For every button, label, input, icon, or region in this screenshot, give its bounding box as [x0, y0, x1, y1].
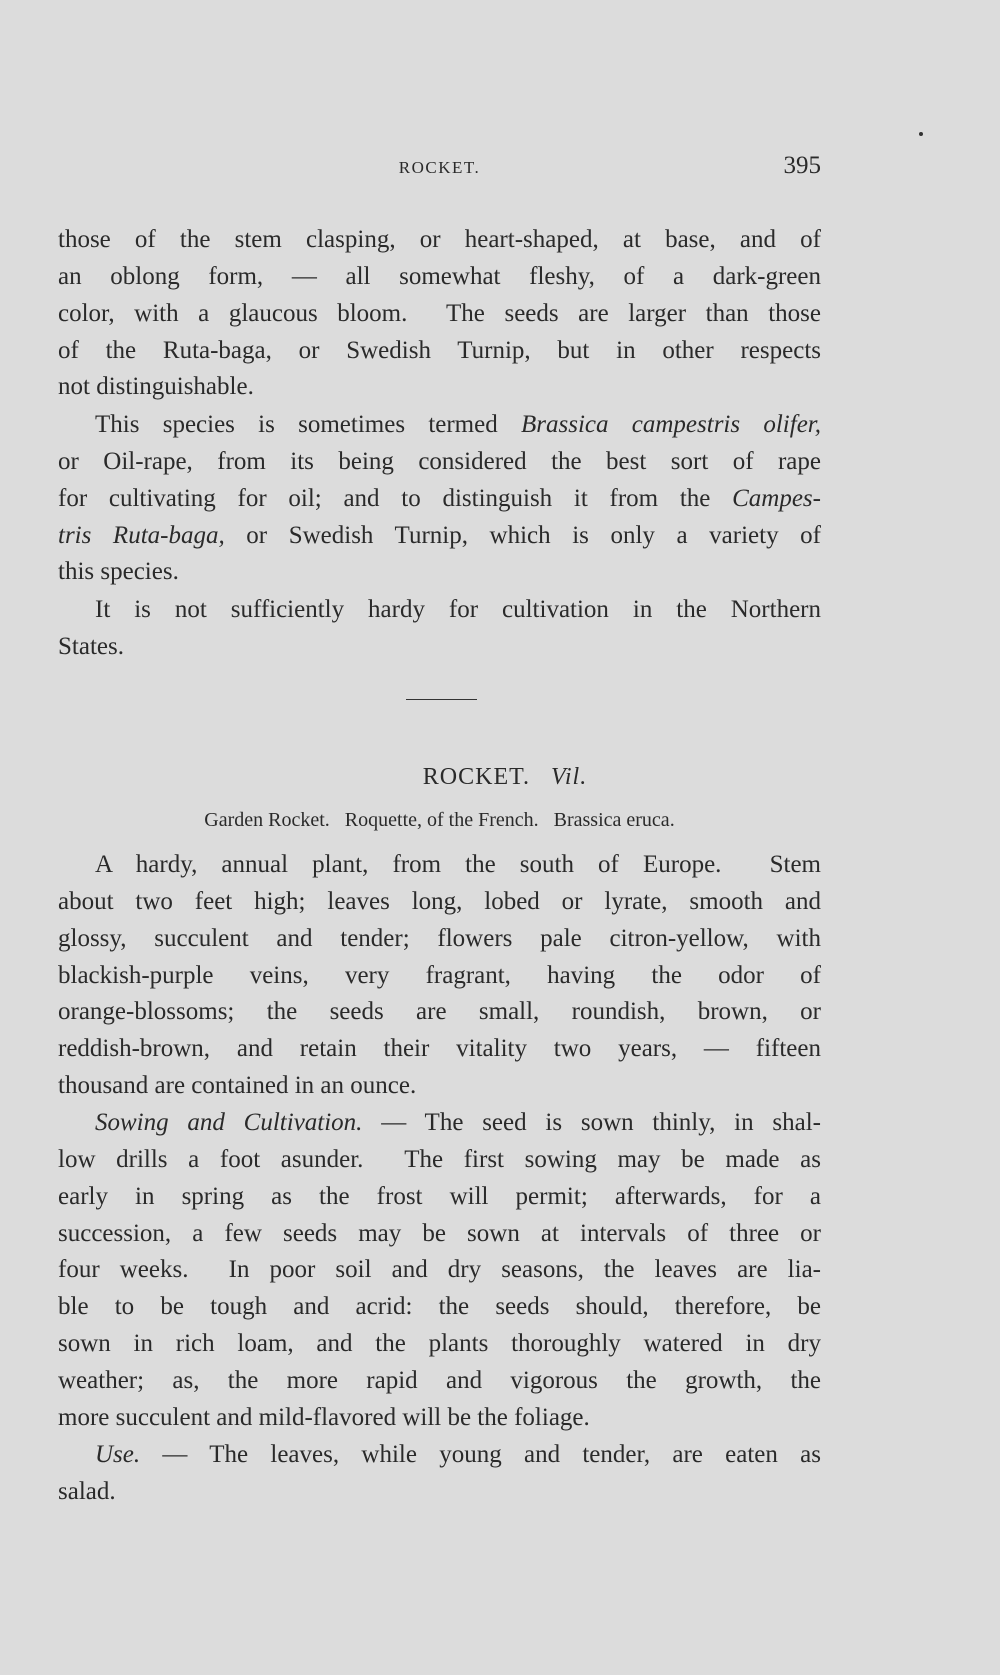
text-line — [58, 884, 821, 921]
italic-text: Campes- — [732, 484, 821, 512]
text-segment: not distinguishable. — [58, 373, 254, 401]
text-line — [58, 407, 821, 444]
text-line — [58, 1363, 821, 1400]
paragraph — [58, 222, 821, 406]
text-line — [58, 1400, 821, 1437]
text-segment: ble to be tough and acrid: the seeds should, therefore, be — [58, 1293, 821, 1321]
text-line — [58, 994, 821, 1031]
text-segment: about two feet high; leaves long, lobed or lyrate, smooth and — [58, 887, 821, 915]
text-line — [58, 592, 821, 629]
running-title: ROCKET. — [398, 158, 481, 177]
section-title-text: ROCKET. — [422, 764, 530, 790]
text-segment: those of the stem clasping, or heart-shaped, at base, and of — [58, 226, 821, 253]
text-segment: — The leaves, while young and tender, are eaten as — [140, 1441, 821, 1468]
text-segment: sown in rich loam, and the plants thoroughly watered in dry — [58, 1330, 821, 1358]
paragraph — [58, 1437, 821, 1511]
text-segment: It is not sufficiently hardy for cultivation in the Northern — [95, 596, 821, 623]
text-line — [58, 518, 821, 555]
text-segment: or Swedish Turnip, which is only a variety of — [224, 521, 821, 549]
text-segment: succession, a few seeds may be sown at intervals of three or — [58, 1219, 821, 1247]
italic-text: Use. — [95, 1441, 141, 1468]
text-segment: four weeks. In poor soil and dry seasons, the leaves are lia- — [58, 1256, 821, 1284]
section-title-abbrev: Vil. — [551, 764, 588, 790]
text-line — [58, 847, 821, 884]
text-line — [58, 1142, 821, 1179]
text-line — [58, 1326, 821, 1363]
page-number: 395 — [783, 152, 821, 179]
paragraph — [58, 592, 821, 666]
text-line — [58, 1068, 821, 1105]
text-segment: or Oil-rape, from its being considered the best sort of rape — [58, 447, 821, 475]
text-line — [58, 444, 821, 481]
specks — [919, 132, 923, 136]
text-line — [58, 222, 821, 259]
italic-text: Sowing and Cultivation. — [95, 1109, 363, 1136]
text-segment: States. — [58, 632, 124, 660]
section-divider — [406, 699, 477, 700]
text-segment: more succulent and mild-flavored will be the foliage. — [58, 1403, 590, 1431]
text-line — [58, 1437, 821, 1474]
text-line — [58, 481, 821, 518]
text-line — [58, 958, 821, 995]
text-segment: salad. — [58, 1477, 116, 1505]
paragraph — [58, 1105, 821, 1437]
text-line — [58, 1179, 821, 1216]
text-segment: an oblong form, — all somewhat fleshy, of a dark-green — [58, 262, 821, 290]
text-line — [58, 1252, 821, 1289]
text-segment: This species is sometimes termed — [95, 411, 521, 438]
paragraph — [58, 847, 821, 1105]
text-line — [58, 1289, 821, 1326]
text-segment: A hardy, annual plant, from the south of Europe. Stem — [95, 851, 821, 878]
text-line — [58, 296, 821, 333]
paragraph — [58, 407, 821, 591]
text-segment: blackish-purple veins, very fragrant, having the odor of — [58, 961, 821, 989]
text-line — [58, 369, 821, 406]
text-segment: weather; as, the more rapid and vigorous the growth, the — [58, 1366, 821, 1394]
text-segment: — The seed is sown thinly, in shal- — [362, 1109, 821, 1136]
text-segment: thousand are contained in an ounce. — [58, 1072, 417, 1100]
text-segment: reddish-brown, and retain their vitality two years, — fifteen — [58, 1035, 821, 1063]
text-line — [58, 1031, 821, 1068]
italic-text: Brassica campestris olifer, — [521, 411, 822, 438]
text-segment: of the Ruta-baga, or Swedish Turnip, but in other respects — [58, 336, 821, 364]
text-segment: low drills a foot asunder. The first sowing may be made as — [58, 1145, 821, 1173]
text-line — [58, 629, 821, 666]
text-segment: early in spring as the frost will permit; afterwards, for a — [58, 1182, 821, 1210]
text-line — [58, 1216, 821, 1253]
page-header — [58, 152, 821, 182]
italic-text: tris Ruta-baga, — [58, 521, 225, 549]
text-line — [58, 333, 821, 370]
text-line — [58, 921, 821, 958]
text-segment: glossy, succulent and tender; flowers pale citron-yellow, with — [58, 924, 821, 952]
section-title — [0, 764, 1000, 791]
section-subtitle: Garden Rocket. Roquette, of the French. Brassica eruca. — [204, 809, 675, 831]
text-line — [58, 1474, 821, 1511]
text-line — [58, 259, 821, 296]
text-segment: for cultivating for oil; and to distinguish it from the — [58, 484, 733, 512]
text-segment: orange-blossoms; the seeds are small, roundish, brown, or — [58, 998, 821, 1026]
text-line — [58, 554, 821, 591]
text-segment: color, with a glaucous bloom. The seeds are larger than those — [58, 299, 821, 327]
text-line — [58, 1105, 821, 1142]
text-segment: this species. — [58, 558, 179, 586]
